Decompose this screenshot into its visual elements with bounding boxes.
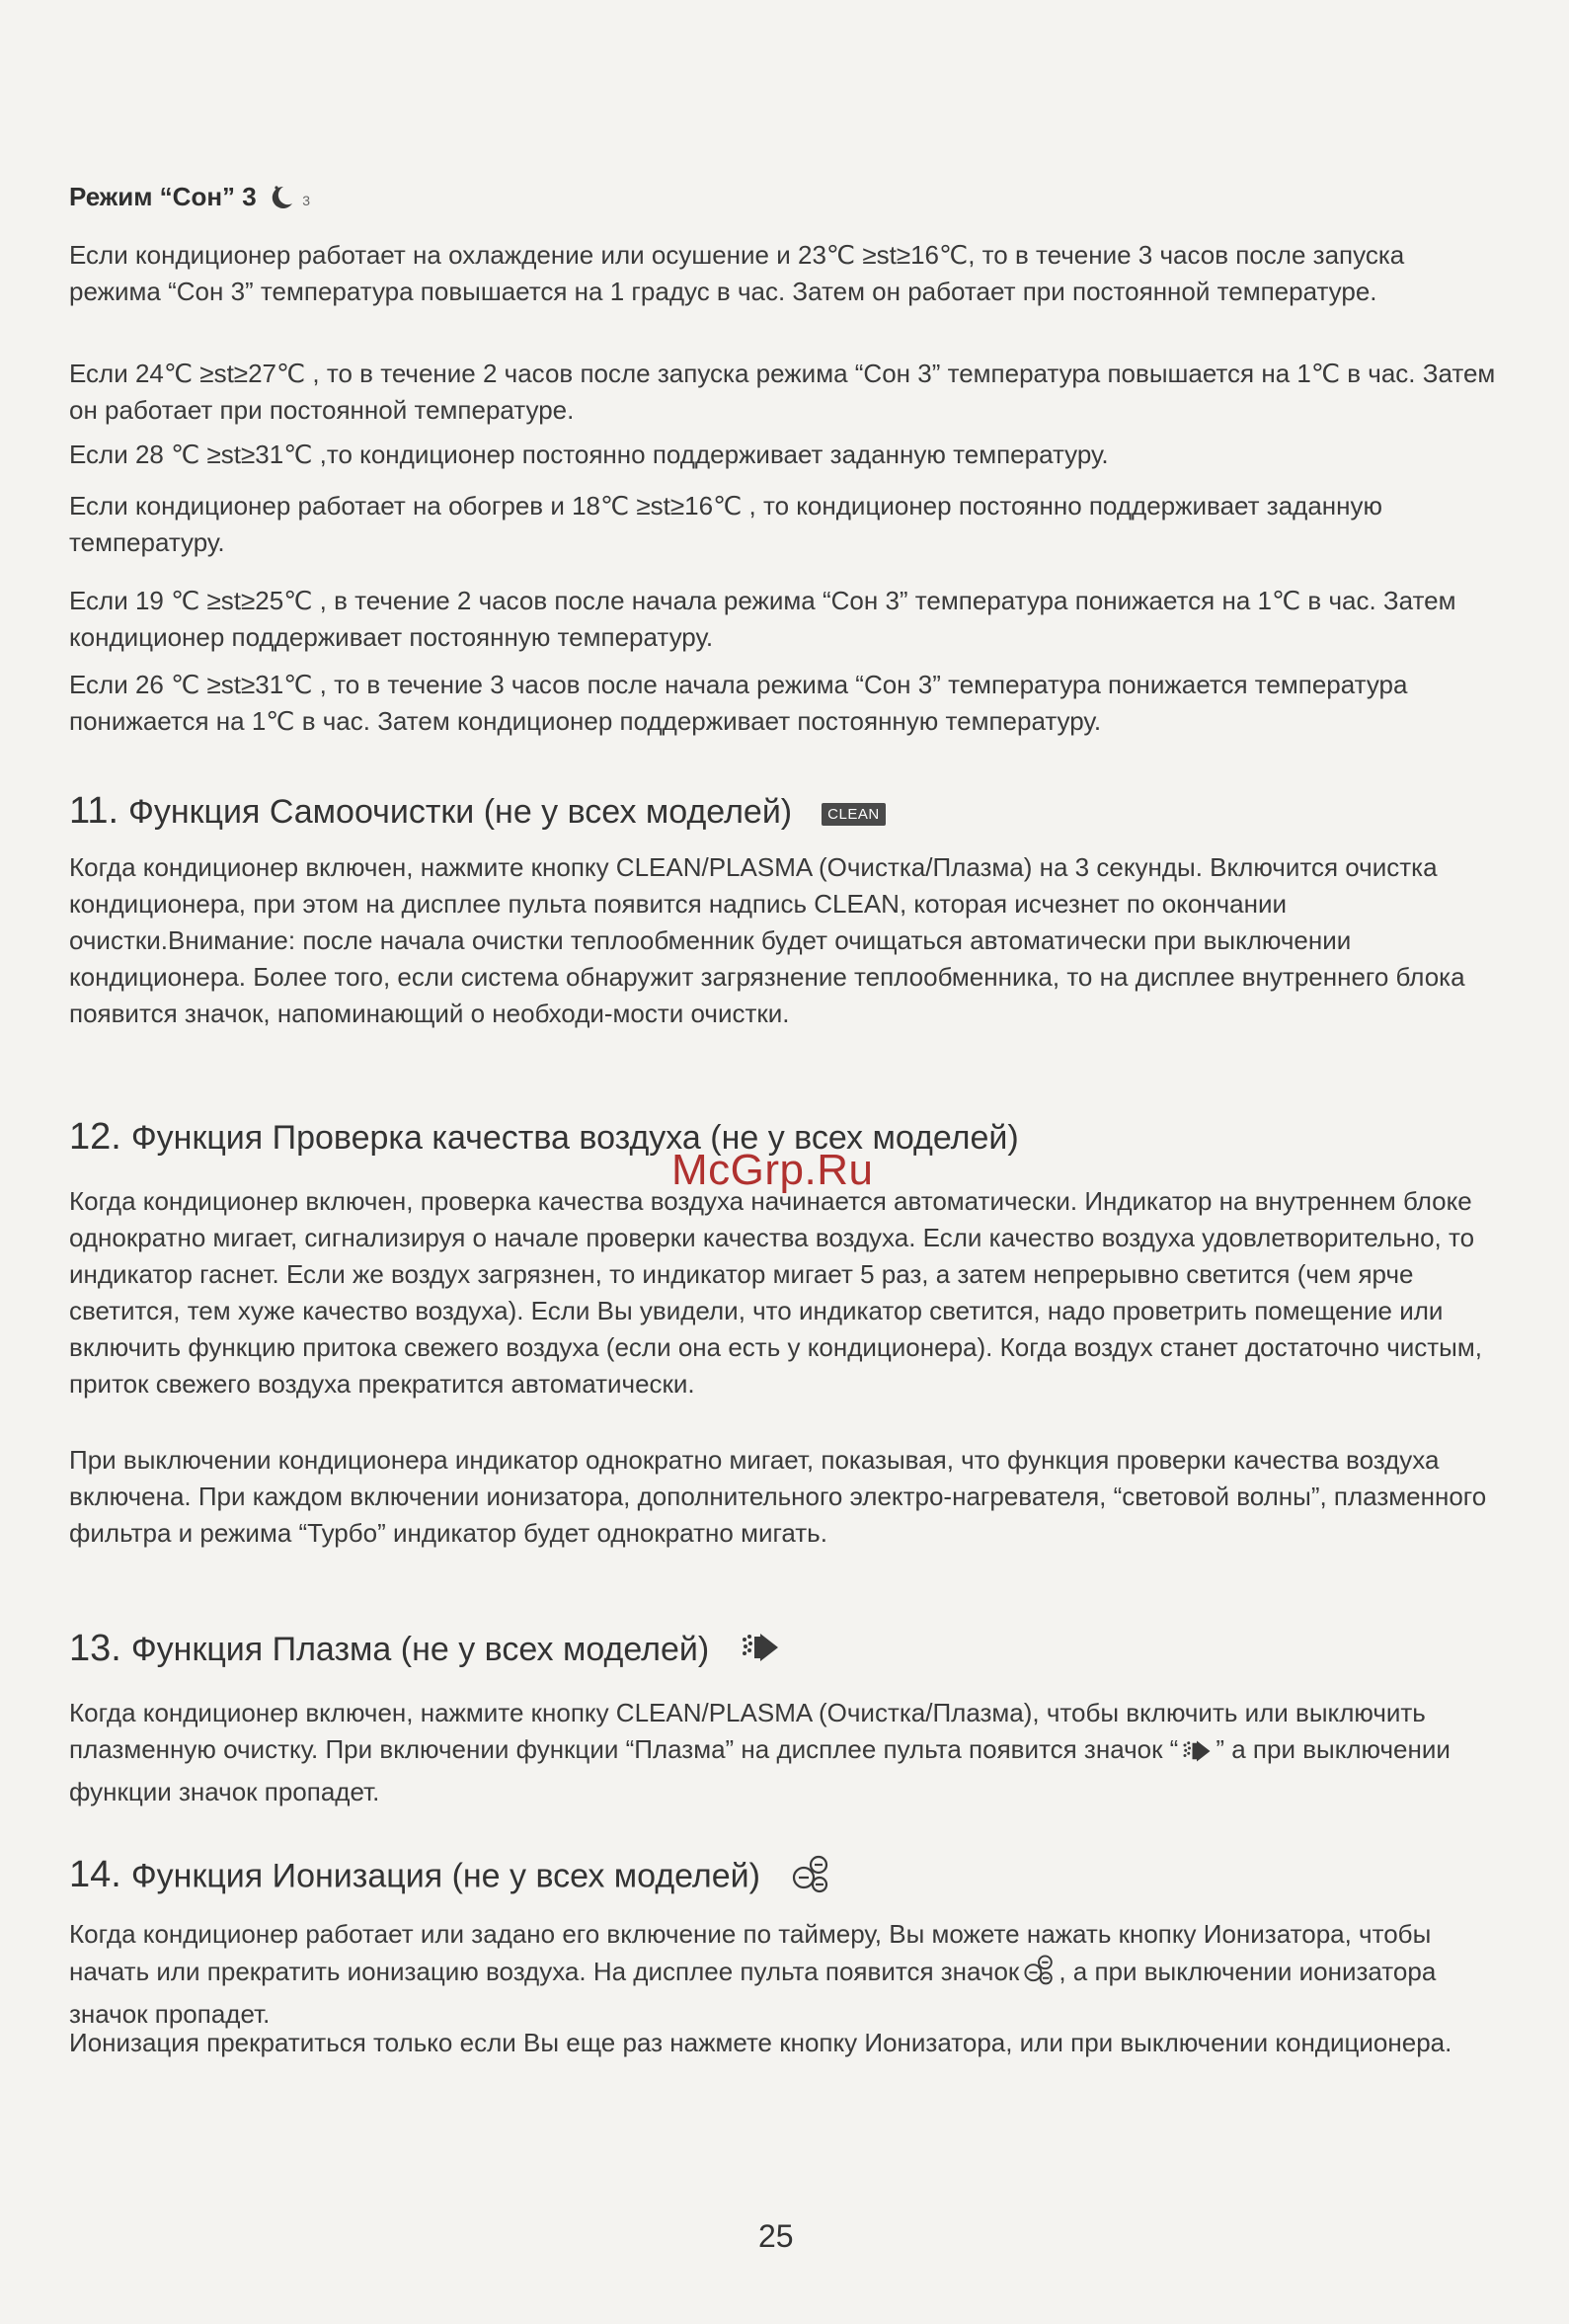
- sleep3-heading: [69, 182, 310, 218]
- section-11-number: 11.: [69, 790, 119, 832]
- section-12-body-1: Когда кондиционер включен, проверка качества воздуха начинается автоматически. Индикатор на внутреннем блоке однократно мигает, сигнализируя о начале проверки качества воздуха. Если качество воздуха удовлетворительно, то индикатор гаснет. Если же воздух загрязнен, то индикатор мигает 5 раз, а затем непрерывно светится (чем ярче светится, тем хуже качество воздуха). Если Вы увидели, что индикатор светится, надо проветрить помещение или включить функцию притока свежего воздуха (если она есть у кондиционера). Когда воздух станет достаточно чистым, приток свежего воздуха прекратится автоматически.: [69, 1186, 1482, 1399]
- section-13-title: Функция Плазма (не у всех моделей): [130, 1631, 710, 1668]
- sleep3-title: Режим “Сон” 3: [69, 182, 257, 211]
- section-14-body-2: Ионизация прекратиться только если Вы еще раз нажмете кнопку Ионизатора, или при выключении кондиционера.: [69, 2028, 1452, 2057]
- sleep3-paragraph-2: Если 24℃ ≥st≥27℃ , то в течение 2 часов после запуска режима “Сон 3” температура повышается на 1℃ в час. Затем он работает при постоянной температуре.: [69, 359, 1496, 425]
- section-12-body-2: При выключении кондиционера индикатор однократно мигает, показывая, что функция проверки качества воздуха включена. При каждом включении ионизатора, дополнительного электро-нагревателя, “световой волны”, плазменного фильтра и режима “Турбо” индикатор будет однократно мигать.: [69, 1445, 1487, 1548]
- section-11-title: Функция Самоочистки (не у всех моделей): [128, 793, 793, 831]
- section-13-body-a: Когда кондиционер включен, нажмите кнопку CLEAN/PLASMA (Очистка/Плазма), чтобы включить или выключить плазменную очистку. При включении функции “Плазма” на дисплее пульта появится значок “: [69, 1698, 1426, 1764]
- ionizer-inline-icon: [1023, 1953, 1055, 1996]
- section-13-body: [69, 1695, 1496, 1810]
- section-14-body: [69, 1916, 1496, 2033]
- watermark: McGrp.Ru: [671, 1146, 874, 1194]
- clean-badge-icon: CLEAN: [822, 803, 886, 826]
- sleep3-paragraph-6: Если 26 ℃ ≥st≥31℃ , то в течение 3 часов после начала режима “Сон 3” температура понижается температура понижается на 1℃ в час. Затем кондиционер поддерживает постоянную температуру.: [69, 670, 1408, 736]
- plasma-icon: [741, 1631, 780, 1673]
- page-number: 25: [758, 2218, 794, 2254]
- section-14-body-b: , а при выключении ионизатора значок пропадет.: [69, 1957, 1437, 2029]
- section-13-body-b: ” а при выключении функции значок пропадет.: [69, 1734, 1451, 1806]
- section-14-body-a: Когда кондиционер работает или задано его включение по таймеру, Вы можете нажать кнопку Ионизатора, чтобы начать или прекратить ионизацию воздуха. На дисплее пульта появится значок: [69, 1919, 1432, 1986]
- section-11-body: Когда кондиционер включен, нажмите кнопку CLEAN/PLASMA (Очистка/Плазма) на 3 секунды. Включится очистка кондиционера, при этом на дисплее пульта появится надпись CLEAN, которая исчезнет по окончании очистки.Внимание: после начала очистки теплообменник будет очищаться автоматически при выключении кондиционера. Более того, если система обнаружит загрязнение теплообменника, то на дисплее внутреннего блока появится значок, напоминающий о необходи-мости очистки.: [69, 852, 1465, 1028]
- sleep3-paragraph-4: Если кондиционер работает на обогрев и 18℃ ≥st≥16℃ , то кондиционер постоянно поддерживает заданную температуру.: [69, 491, 1382, 557]
- section-14-title: Функция Ионизация (не у всех моделей): [130, 1857, 760, 1895]
- sleep3-paragraph-1: Если кондиционер работает на охлаждение или осушение и 23℃ ≥st≥16℃, то в течение 3 часов после запуска режима “Сон 3” температура повышается на 1 градус в час. Затем он работает при постоянной температуре.: [69, 240, 1405, 306]
- section-12-heading: [69, 1116, 1019, 1159]
- section-12-title: Функция Проверка качества воздуха (не у всех моделей): [130, 1119, 1019, 1157]
- ionizer-icon: [791, 1853, 830, 1903]
- section-14-heading: [69, 1853, 830, 1903]
- section-11-heading: [69, 790, 886, 833]
- plasma-inline-icon: [1182, 1737, 1212, 1774]
- sleep3-icon-subscript: 3: [302, 193, 310, 208]
- section-12-number: 12.: [69, 1116, 121, 1158]
- section-13-number: 13.: [69, 1628, 121, 1669]
- sleep3-paragraph-5: Если 19 ℃ ≥st≥25℃ , в течение 2 часов после начала режима “Сон 3” температура понижается на 1℃ в час. Затем кондиционер поддерживает постоянную температуру.: [69, 586, 1456, 652]
- moon-icon: [270, 184, 295, 218]
- section-14-number: 14.: [69, 1854, 121, 1896]
- section-13-heading: [69, 1628, 780, 1673]
- sleep3-paragraph-3: Если 28 ℃ ≥st≥31℃ ,то кондиционер постоянно поддерживает заданную температуру.: [69, 440, 1109, 469]
